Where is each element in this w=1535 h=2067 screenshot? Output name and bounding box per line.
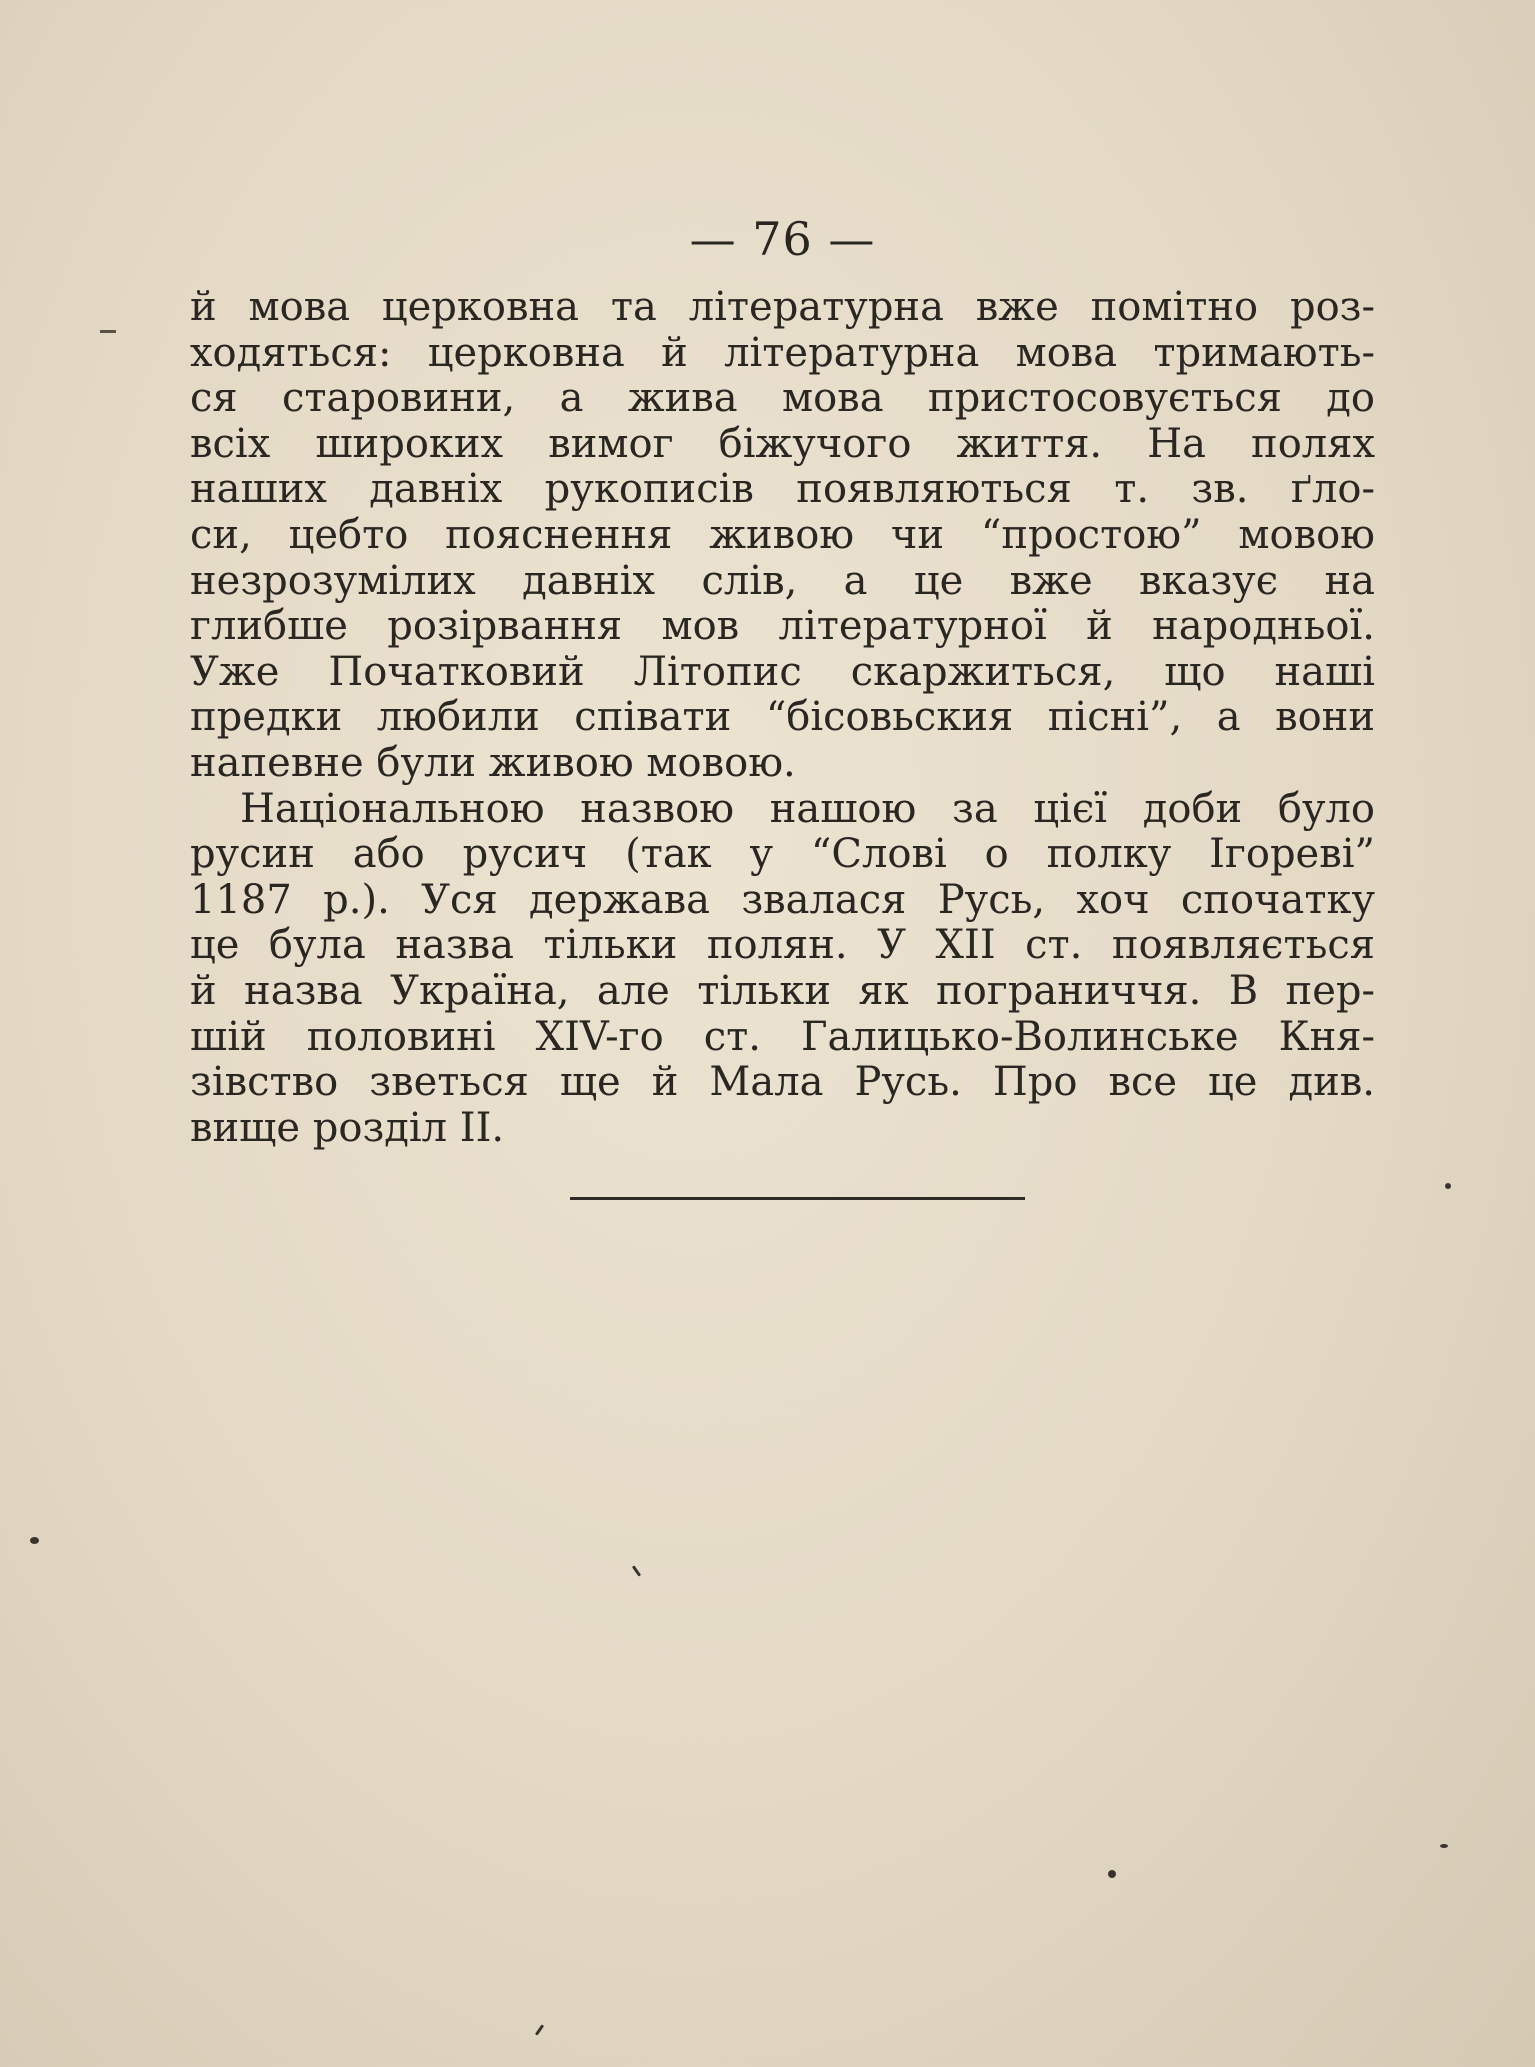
paper-speck bbox=[632, 1565, 641, 1577]
paper-speck bbox=[1440, 1844, 1448, 1848]
text-line: й мова церковна та літературна вже помітно роз- bbox=[190, 284, 1375, 330]
text-line: ходяться: церковна й літературна мова тримають- bbox=[190, 329, 1375, 376]
page-number: — 76 — bbox=[689, 212, 876, 266]
paper-speck bbox=[1108, 1870, 1116, 1878]
text-line: предки любили співати “бісовьския пісні”, а вони bbox=[190, 694, 1375, 741]
text-line: всіх широких вимог біжучого життя. На полях bbox=[190, 420, 1375, 467]
text-line: Уже Початковий Літопис скаржиться, що наші bbox=[190, 648, 1375, 695]
text-line: 1187 р.). Уся держава звалася Русь, хоч спочатку bbox=[190, 876, 1375, 923]
text-line: незрозумілих давніх слів, а це вже вказує на bbox=[190, 557, 1375, 604]
margin-mark bbox=[100, 330, 116, 333]
section-divider-rule bbox=[570, 1197, 1025, 1200]
text-line: си, цебто пояснення живою чи “простою” мовою bbox=[190, 511, 1375, 558]
body-text bbox=[190, 285, 1375, 1151]
text-line: зівство зветься ще й Мала Русь. Про все це див. bbox=[190, 1059, 1375, 1106]
text-line: глибше розірвання мов літературної й народньої. bbox=[190, 603, 1375, 650]
text-line: напевне були живою мовою. bbox=[190, 739, 796, 786]
text-line: шій половині XIV-го ст. Галицько-Волинське Кня- bbox=[190, 1013, 1375, 1060]
paper-speck bbox=[1445, 1183, 1451, 1189]
paper-speck bbox=[30, 1537, 39, 1544]
text-line: це була назва тільки полян. У XII ст. появляється bbox=[190, 922, 1375, 969]
paragraph-first-line: Національною назвою нашою за цієї доби було bbox=[240, 785, 1375, 832]
text-line: русин або русич (так у “Слові о полку Ігореві” bbox=[190, 831, 1375, 878]
text-line: й назва Україна, але тільки як пограниччя. В пер- bbox=[190, 967, 1375, 1014]
text-line: ся старовини, а жива мова пристосовується до bbox=[190, 375, 1375, 422]
text-line: вище розділ II. bbox=[190, 1104, 505, 1151]
text-line: наших давніх рукописів появляються т. зв. ґло- bbox=[190, 466, 1375, 513]
paper-speck bbox=[535, 2024, 544, 2036]
